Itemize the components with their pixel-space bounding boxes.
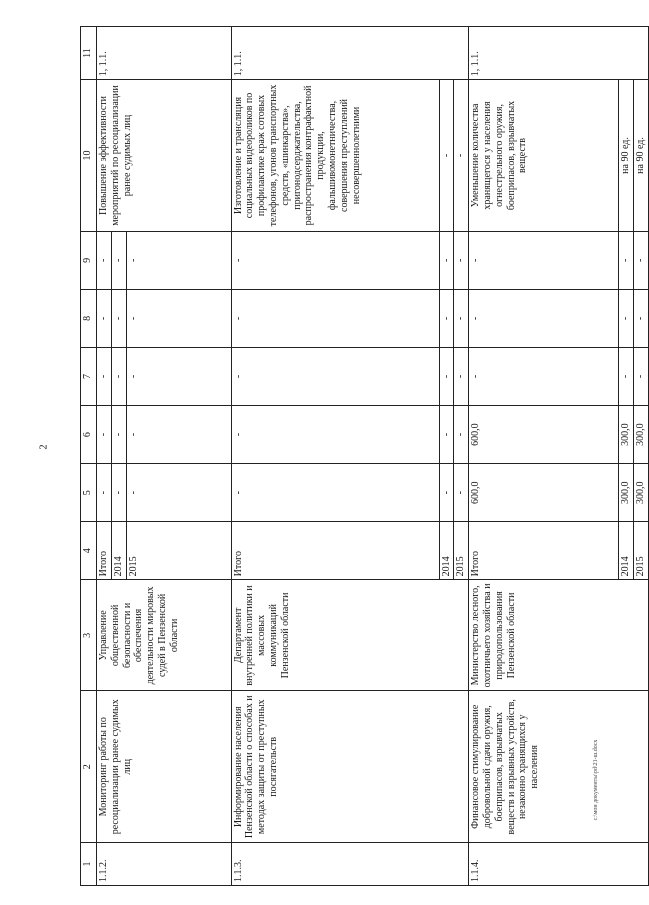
year-cell: Итого <box>231 522 439 580</box>
year-cell: 2015 <box>126 522 231 580</box>
measure-name: Мониторинг работы по ресоциализации ранее судимых лиц <box>97 691 232 843</box>
value-cell: - <box>97 347 112 405</box>
value-cell: - <box>231 464 439 522</box>
value-cell: - <box>126 231 231 289</box>
expected-result-value: на 90 ед. <box>633 80 648 232</box>
year-cell: 2015 <box>454 522 469 580</box>
value-cell: - <box>111 231 126 289</box>
value-cell: 300,0 <box>619 406 634 464</box>
value-cell: 300,0 <box>619 464 634 522</box>
column-header: 1 <box>81 843 97 886</box>
value-cell: 300,0 <box>633 464 648 522</box>
value-cell: - <box>454 231 469 289</box>
value-cell: - <box>439 464 454 522</box>
value-cell: - <box>111 406 126 464</box>
column-header: 10 <box>81 80 97 232</box>
measure-executor: Управление общественной безопасности и обеспечения деятельности мировых судей в Пензенской области <box>97 580 232 691</box>
value-cell: - <box>619 231 634 289</box>
value-cell: - <box>231 231 439 289</box>
program-measures-table <box>80 26 649 886</box>
measure-number: 1.1.2. <box>97 843 232 886</box>
value-cell: - <box>439 406 454 464</box>
value-cell: - <box>469 347 619 405</box>
value-cell: - <box>126 289 231 347</box>
footer-file-path: c:\мои документы\pd\21-ш.docx <box>593 739 599 821</box>
measure-executor: Министерство лесного, охотничьего хозяйства и природопользования Пензенской области <box>469 580 649 691</box>
value-cell: 600,0 <box>469 464 619 522</box>
value-cell: - <box>454 347 469 405</box>
column-header: 3 <box>81 580 97 691</box>
expected-result-value: на 90 ед. <box>619 80 634 232</box>
value-cell: - <box>231 406 439 464</box>
value-cell: - <box>126 464 231 522</box>
column-header: 8 <box>81 289 97 347</box>
value-cell: - <box>454 289 469 347</box>
value-cell: - <box>454 464 469 522</box>
value-cell: - <box>619 347 634 405</box>
column-header: 4 <box>81 522 97 580</box>
header-row <box>81 27 97 886</box>
year-cell: Итого <box>469 522 619 580</box>
value-cell: - <box>439 289 454 347</box>
value-cell: - <box>126 347 231 405</box>
table-row <box>97 27 112 886</box>
target-reference: 1, 1.1. <box>231 27 469 80</box>
column-header: 5 <box>81 464 97 522</box>
value-cell: - <box>633 347 648 405</box>
page-number: 2 <box>38 444 50 450</box>
value-cell: - <box>126 406 231 464</box>
value-cell: - <box>633 289 648 347</box>
measure-number: 1.1.4. <box>469 843 649 886</box>
year-cell: 2015 <box>633 522 648 580</box>
column-header: 2 <box>81 691 97 843</box>
target-reference: 1, 1.1. <box>97 27 232 80</box>
value-cell: - <box>439 231 454 289</box>
value-cell: - <box>231 347 439 405</box>
expected-result: Изготовление и трансляция социальных видеороликов по профилактике краж сотовых телефонов, угонов транспортных средств, «шинкарства», пригонодсерджательства, распространения контрафактной продукции, фальшивомонетничества, совершения преступлений несовершеннолетними <box>231 80 439 232</box>
measure-name: Финансовое стимулирование добровольной сдачи оружия, боеприпасов, взрывчатых веществ и взрывных устройств, незаконно хранящихся у населения <box>469 691 649 843</box>
year-cell: 2014 <box>111 522 126 580</box>
measure-executor: Департамент внутренней политики и массовых коммуникаций Пензенской области <box>231 580 469 691</box>
expected-result: Уменьшение количества хранящегося у населения огнестрельного оружия, боеприпасов, взрывчатых веществ <box>469 80 619 232</box>
year-cell: 2014 <box>439 522 454 580</box>
expected-result: Повышение эффективности мероприятий по ресоциализации ранее судимых лиц <box>97 80 232 232</box>
value-cell: 300,0 <box>633 406 648 464</box>
rotated-table-container <box>80 26 646 886</box>
value-cell: - <box>439 347 454 405</box>
value-cell: - <box>111 464 126 522</box>
expected-result-value: - <box>439 80 454 232</box>
value-cell: - <box>97 289 112 347</box>
measure-number: 1.1.3. <box>231 843 469 886</box>
value-cell: - <box>469 289 619 347</box>
table-row <box>469 27 619 886</box>
value-cell: - <box>231 289 439 347</box>
table-row <box>231 27 439 886</box>
value-cell: - <box>111 347 126 405</box>
column-header: 9 <box>81 231 97 289</box>
year-cell: Итого <box>97 522 112 580</box>
value-cell: 600,0 <box>469 406 619 464</box>
value-cell: - <box>97 464 112 522</box>
value-cell: - <box>469 231 619 289</box>
target-reference: 1, 1.1. <box>469 27 649 80</box>
year-cell: 2014 <box>619 522 634 580</box>
value-cell: - <box>619 289 634 347</box>
measure-name: Информирование населения Пензенской области о способах и методах защиты от преступных посягательств <box>231 691 469 843</box>
column-header: 11 <box>81 27 97 80</box>
value-cell: - <box>97 406 112 464</box>
value-cell: - <box>97 231 112 289</box>
column-header: 7 <box>81 347 97 405</box>
expected-result-value: - <box>454 80 469 232</box>
value-cell: - <box>633 231 648 289</box>
column-header: 6 <box>81 406 97 464</box>
value-cell: - <box>111 289 126 347</box>
value-cell: - <box>454 406 469 464</box>
